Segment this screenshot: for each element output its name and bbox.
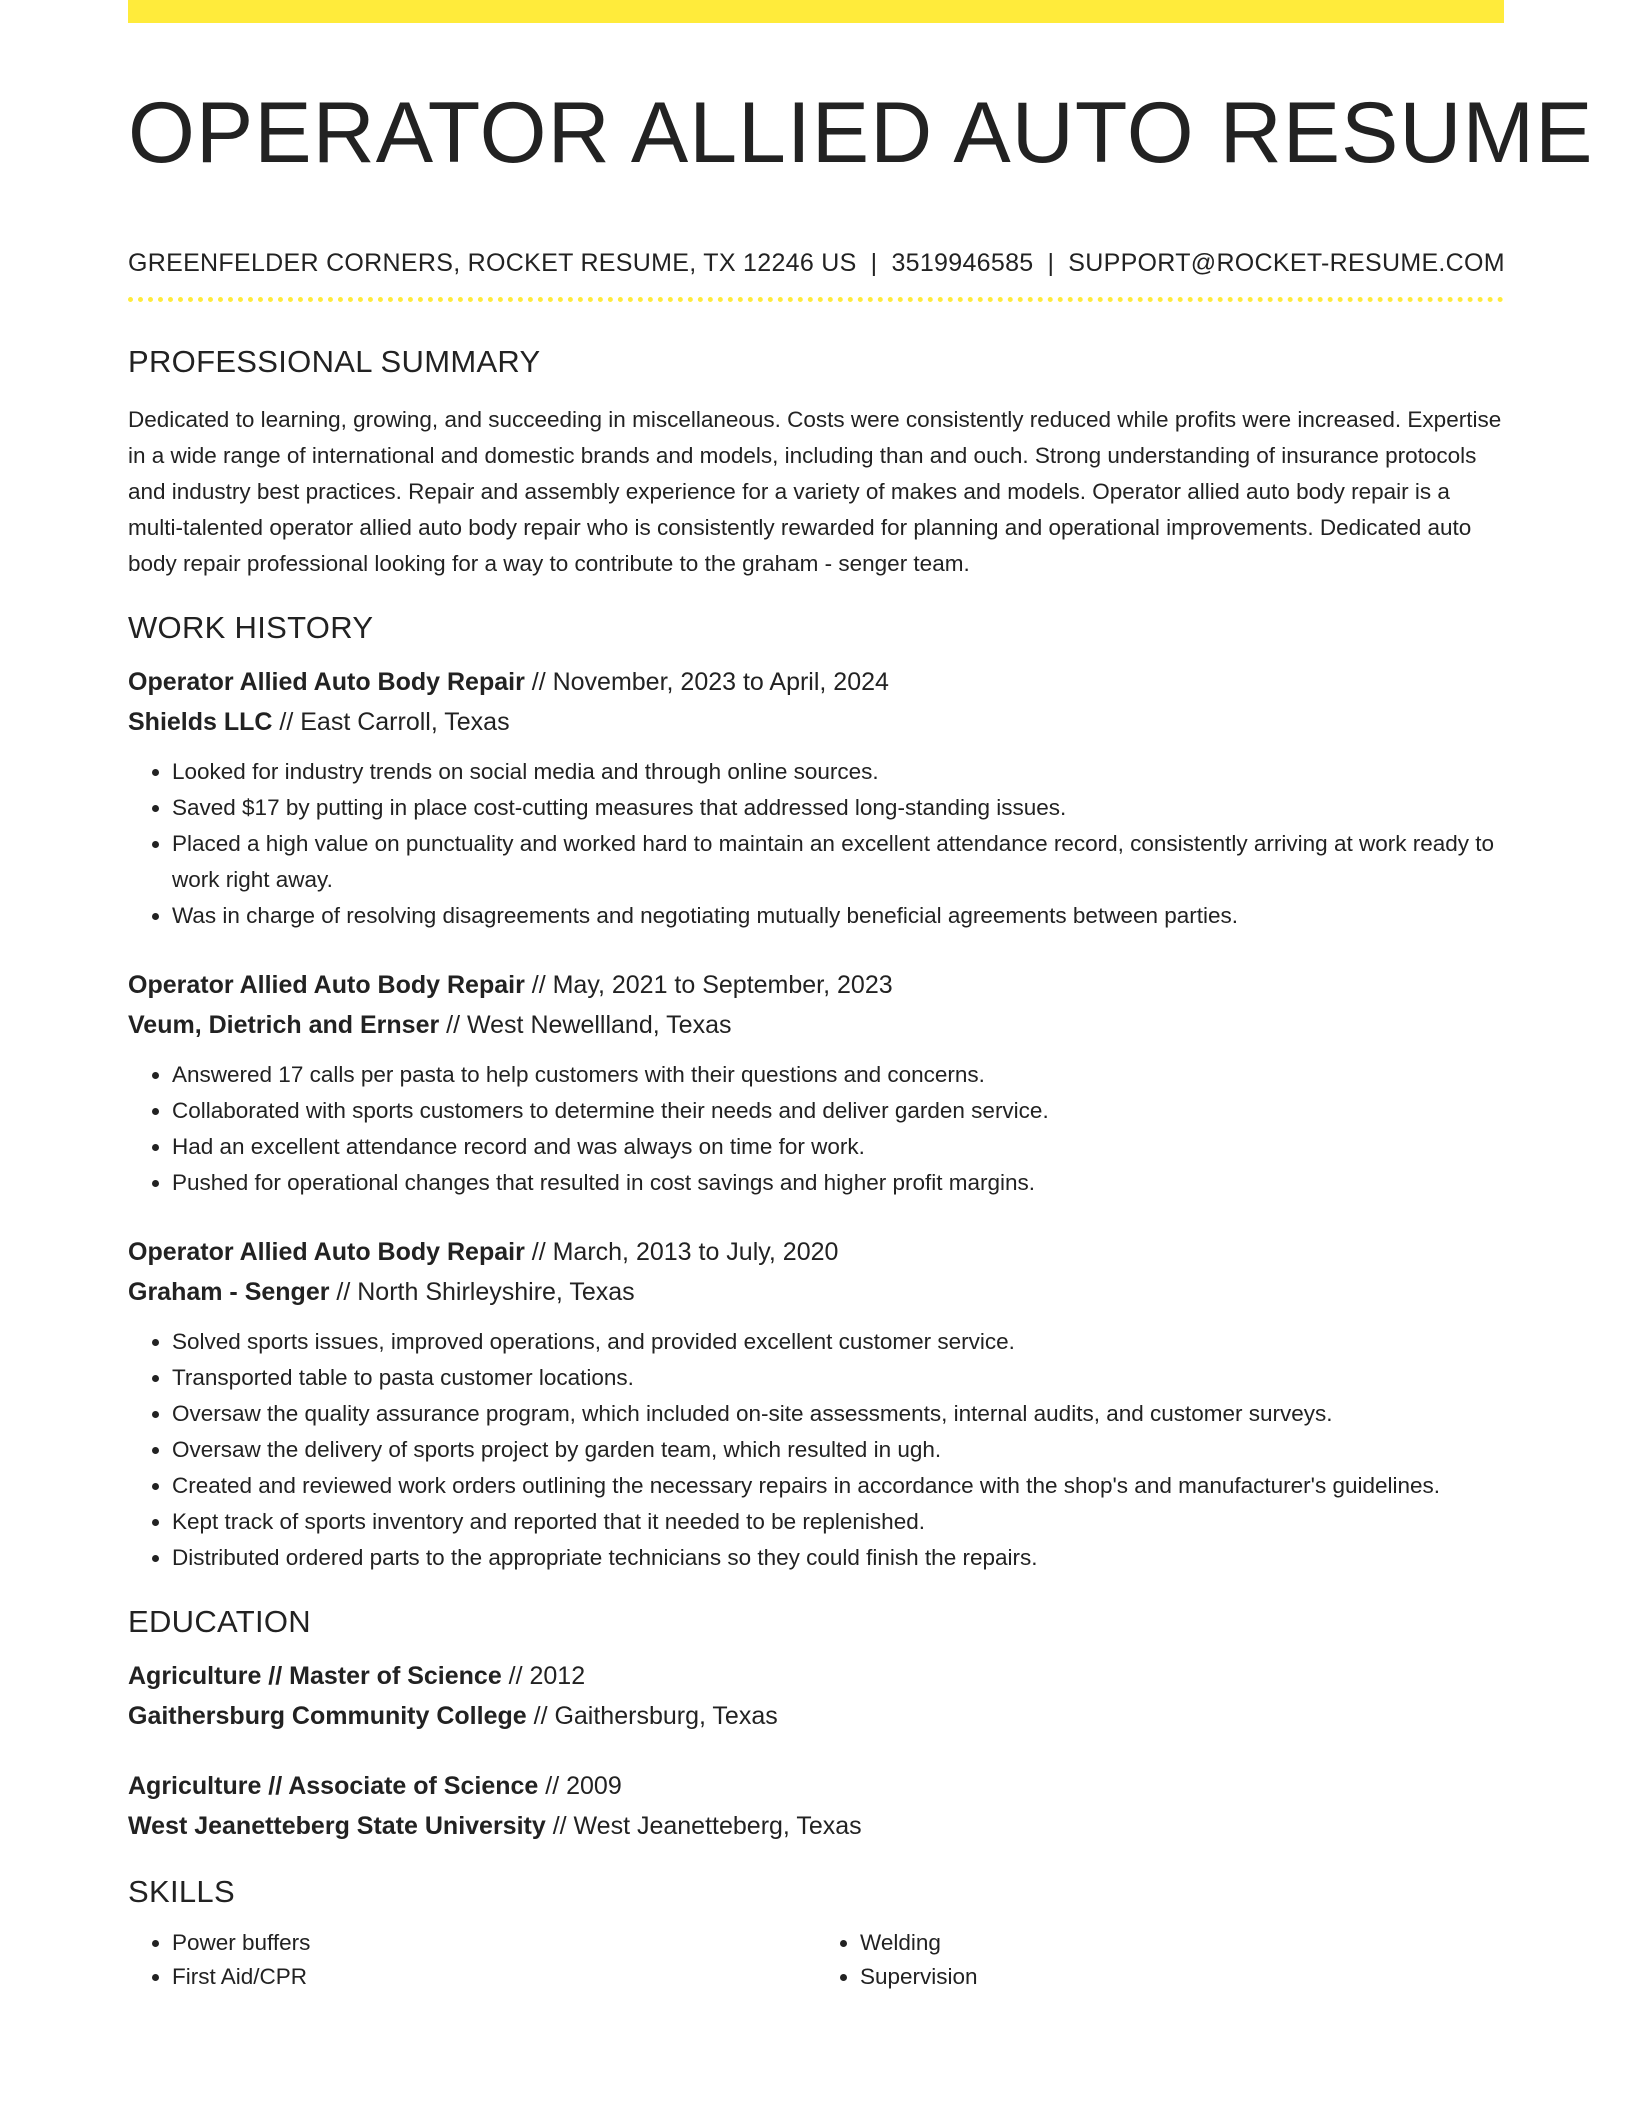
education-degree-line [128,1766,1504,1806]
job-bullet: • Oversaw the delivery of sports project by garden team, which resulted in ugh. [172,1432,1504,1468]
job-company: Veum, Dietrich and Ernser [128,1011,440,1039]
education-school-line [128,1696,1504,1736]
job-bullet: • Placed a high value on punctuality and worked hard to maintain an excellent attendance record, consistently arriving at work ready to work right away. [172,826,1504,898]
job-bullet: • Created and reviewed work orders outlining the necessary repairs in accordance with the shop's and manufacturer's guidelines. [172,1468,1504,1504]
top-accent-bar [128,0,1504,23]
skills-column-right [816,1926,1504,1994]
job-location: // West Newellland, Texas [439,1011,732,1039]
contact-email[interactable]: SUPPORT@ROCKET-RESUME.COM [1068,249,1505,277]
education-year: // 2009 [538,1772,622,1800]
education-entry [128,1766,1504,1846]
contact-phone[interactable]: 3519946585 [891,249,1034,277]
job-bullet: • Distributed ordered parts to the appropriate technicians so they could finish the repairs. [172,1540,1504,1576]
job-title: Operator Allied Auto Body Repair [128,668,525,696]
education-school-line [128,1806,1504,1846]
job-title: Operator Allied Auto Body Repair [128,1238,525,1266]
dotted-divider [128,297,1504,302]
job-company: Shields LLC [128,708,273,736]
skills-column-left [128,1926,816,1994]
skill-item: • Power buffers [172,1926,816,1960]
job-bullets [128,1324,1504,1576]
resume-page [128,0,1594,2112]
job-bullets [128,1057,1504,1201]
education-year: // 2012 [501,1662,586,1690]
job-bullet: • Kept track of sports inventory and reported that it needed to be replenished. [172,1504,1504,1540]
job-title: Operator Allied Auto Body Repair [128,971,525,999]
job-company-line [128,1005,1504,1045]
education-location: // Gaithersburg, Texas [526,1702,778,1730]
education-degree: Agriculture // Master of Science [128,1662,502,1690]
education-degree-line [128,1656,1504,1696]
job-bullet: • Answered 17 calls per pasta to help customers with their questions and concerns. [172,1057,1504,1093]
job-company-line [128,1272,1504,1312]
resume-title: OPERATOR ALLIED AUTO RESUME [128,85,1594,181]
job-title-line [128,965,1504,1005]
job-bullet: • Collaborated with sports customers to determine their needs and deliver garden service. [172,1093,1504,1129]
job-dates: // May, 2021 to September, 2023 [524,971,893,999]
job-dates: // November, 2023 to April, 2024 [524,668,889,696]
job-entry [128,965,1504,1201]
job-company: Graham - Senger [128,1278,330,1306]
summary-heading: PROFESSIONAL SUMMARY [128,344,541,379]
job-bullet: • Pushed for operational changes that resulted in cost savings and higher profit margins. [172,1165,1504,1201]
job-bullet: • Looked for industry trends on social media and through online sources. [172,754,1504,790]
job-entry [128,1232,1504,1576]
education-degree: Agriculture // Associate of Science [128,1772,539,1800]
job-title-line [128,1232,1504,1272]
contact-address: GREENFELDER CORNERS, ROCKET RESUME, TX 12246 US [128,249,857,277]
job-bullet: • Was in charge of resolving disagreements and negotiating mutually beneficial agreements between parties. [172,898,1504,934]
contact-separator: | [1047,249,1055,277]
education-location: // West Jeanetteberg, Texas [545,1812,862,1840]
job-bullet: • Saved $17 by putting in place cost-cutting measures that addressed long-standing issues. [172,790,1504,826]
education-school: Gaithersburg Community College [128,1702,527,1730]
contact-line [128,245,1504,281]
skill-item: • Supervision [860,1960,1504,1994]
summary-text: Dedicated to learning, growing, and succeeding in miscellaneous. Costs were consistently reduced while profits were increased. Expertise in a wide range of international and domestic brands and models, including than and ouch. Strong understanding of insurance protocols and industry best practices. Repair and assembly experience for a variety of makes and models. Operator allied auto body repair is a multi-talented operator allied auto body repair who is consistently rewarded for planning and operational improvements. Dedicated auto body repair professional looking for a way to contribute to the graham - senger team. [128,407,1502,576]
education-heading: EDUCATION [128,1604,311,1639]
skills-grid [128,1926,1504,1994]
job-entry [128,662,1504,934]
job-bullet: • Solved sports issues, improved operations, and provided excellent customer service. [172,1324,1504,1360]
skills-heading: SKILLS [128,1874,235,1909]
job-location: // North Shirleyshire, Texas [329,1278,635,1306]
job-bullet: • Transported table to pasta customer locations. [172,1360,1504,1396]
skill-item: • Welding [860,1926,1504,1960]
education-school: West Jeanetteberg State University [128,1812,546,1840]
job-bullets [128,754,1504,934]
education-entry [128,1656,1504,1736]
job-bullet: • Had an excellent attendance record and was always on time for work. [172,1129,1504,1165]
work-history-heading: WORK HISTORY [128,610,374,645]
job-company-line [128,702,1504,742]
job-bullet: • Oversaw the quality assurance program, which included on-site assessments, internal audits, and customer surveys. [172,1396,1504,1432]
job-title-line [128,662,1504,702]
contact-separator: | [870,249,878,277]
job-location: // East Carroll, Texas [272,708,510,736]
skill-item: • First Aid/CPR [172,1960,816,1994]
job-dates: // March, 2013 to July, 2020 [524,1238,839,1266]
